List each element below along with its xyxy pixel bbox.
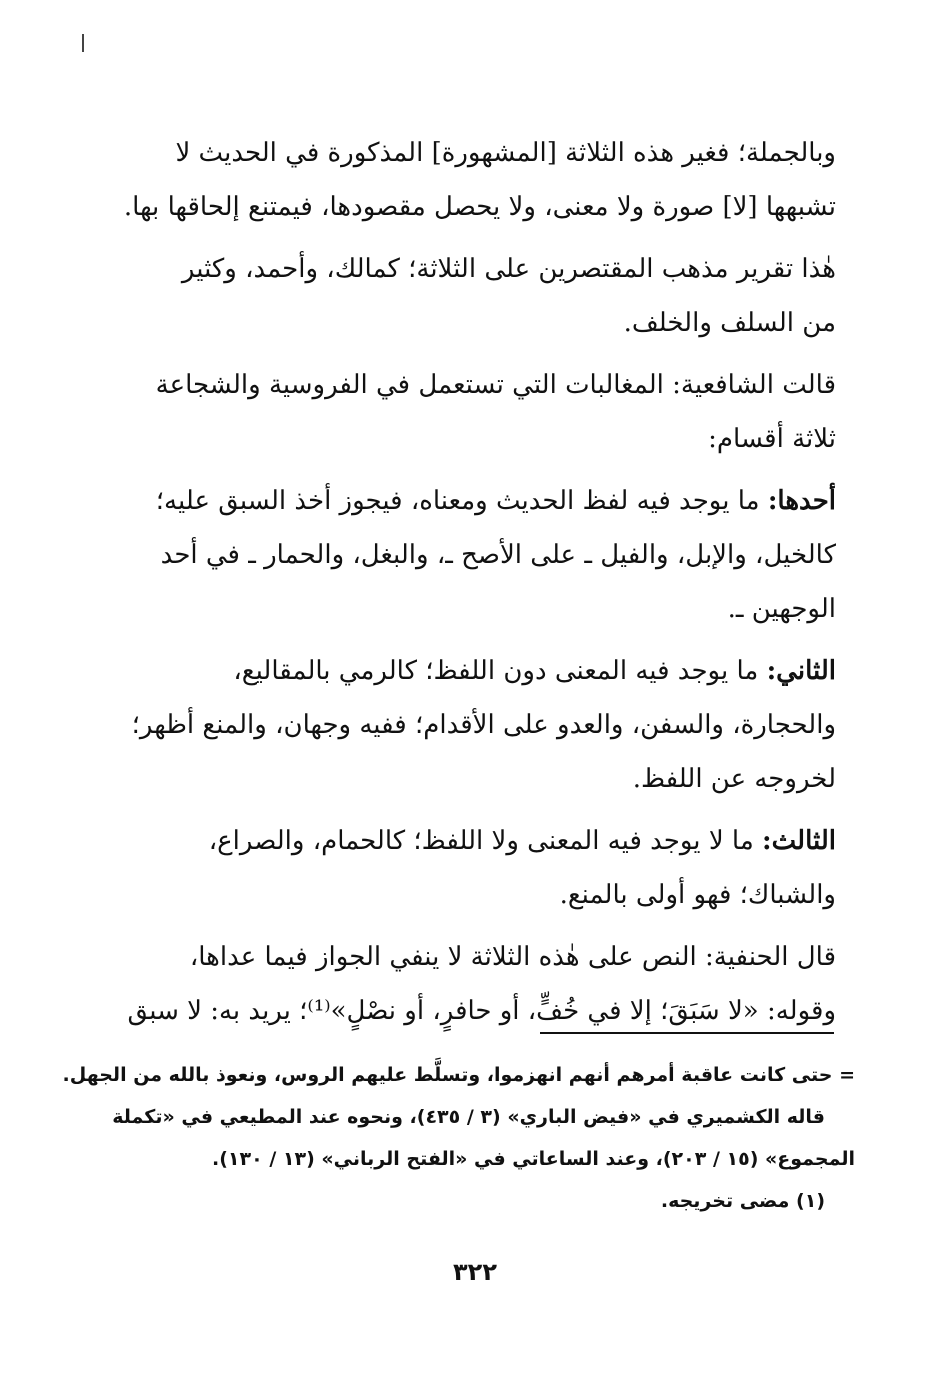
text-line: وقوله: «لا سَبَقَ؛ إلا في خُفٍّ، أو حافرٍ، أو نصْلٍ»⁽¹⁾؛ يريد به: لا سبق: [127, 996, 836, 1026]
text-line: قالت الشافعية: المغالبات التي تستعمل في الفروسية والشجاعة: [155, 370, 836, 400]
page-number: ٣٢٢: [453, 1258, 497, 1286]
text-line: [110, 814, 836, 868]
text-line: قال الحنفية: النص على هٰذه الثلاثة لا ينفي الجواز فيما عداها،: [189, 942, 836, 972]
footnote-line: = حتى كانت عاقبة أمرهم أنهم انهزموا، وتسلَّط عليهم الروس، ونعوذ بالله من الجهل.: [62, 1064, 855, 1086]
text-line: لخروجه عن اللفظ.: [632, 764, 836, 794]
text-line: والحجارة، والسفن، والعدو على الأقدام؛ ففيه وجهان، والمنع أظهر؛: [131, 710, 836, 740]
text-line: تشبهها [لا] صورة ولا معنى، ولا يحصل مقصودها، فيمتنع إلحاقها بها.: [123, 192, 836, 222]
text-line-body: ما لا يوجد فيه المعنى ولا اللفظ؛ كالحمام، والصراع،: [208, 826, 754, 856]
text-line: من السلف والخلف.: [623, 308, 836, 338]
text-line: كالخيل، والإبل، والفيل ـ على الأصح ـ، والبغل، والحمار ـ في أحد: [160, 540, 836, 570]
text-line: والشباك؛ فهو أولى بالمنع.: [559, 880, 836, 910]
footnote-separator: [540, 1032, 834, 1034]
paragraph-lead: الثاني:: [766, 656, 836, 686]
text-line: الوجهين ـ.: [727, 594, 836, 624]
paragraph: [110, 930, 836, 1038]
text-line: هٰذا تقرير مذهب المقتصرين على الثلاثة؛ كمالك، وأحمد، وكثير: [181, 254, 836, 284]
paragraph-lead: أحدها:: [767, 486, 836, 516]
paragraph: [110, 126, 836, 234]
text-line-body: ما يوجد فيه لفظ الحديث ومعناه، فيجوز أخذ السبق عليه؛: [155, 486, 760, 516]
footnote-line: (١) مضى تخريجه.: [660, 1190, 825, 1212]
footnotes: [62, 1054, 855, 1222]
paragraph: [110, 358, 836, 466]
paragraph: [110, 242, 836, 350]
text-line: ثلاثة أقسام:: [708, 424, 836, 454]
paragraph: [110, 644, 836, 806]
text-line: وبالجملة؛ فغير هذه الثلاثة [المشهورة] المذكورة في الحديث لا: [175, 138, 836, 168]
footnote-line: المجموع» (١٥ / ٢٠٣)، وعند الساعاتي في «الفتح الرباني» (١٣ / ١٣٠).: [212, 1148, 855, 1170]
paragraph: [110, 474, 836, 636]
main-text: [110, 126, 836, 1046]
paragraph: [110, 814, 836, 922]
text-line-body: ما يوجد فيه المعنى دون اللفظ؛ كالرمي بالمقاليع،: [233, 656, 759, 686]
text-line: [110, 474, 836, 528]
text-line: [110, 644, 836, 698]
page-edge-mark: [82, 34, 84, 52]
footnote-line: قاله الكشميري في «فيض الباري» (٣ / ٤٣٥)، ونحوه عند المطيعي في «تكملة: [112, 1106, 825, 1128]
paragraph-lead: الثالث:: [762, 826, 836, 856]
